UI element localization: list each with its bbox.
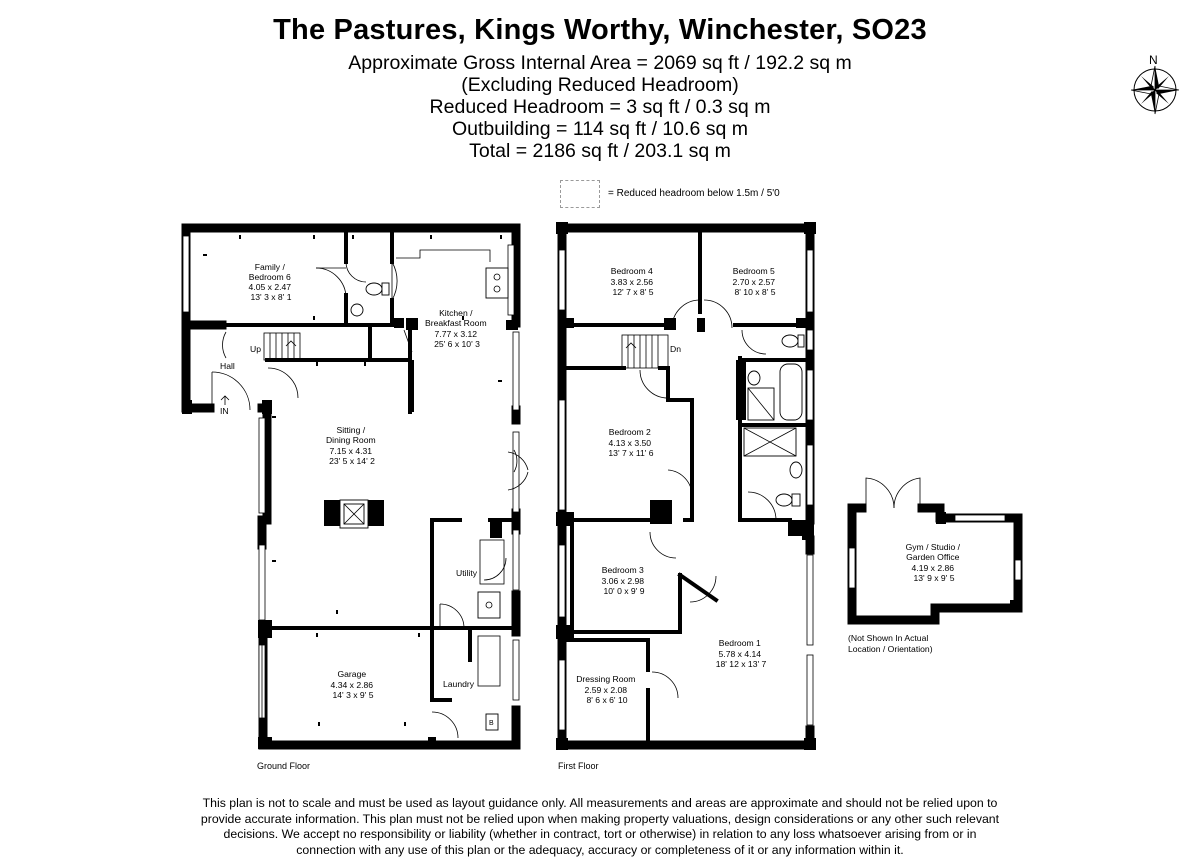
boiler-label: B xyxy=(489,720,494,727)
room-label-outbuilding: Gym / Studio / Garden Office 4.19 x 2.86 13' 9 x 9' 5 xyxy=(905,542,961,583)
stairs-down-label: Dn xyxy=(670,344,681,354)
room-label-bedroom-4: Bedroom 4 3.83 x 2.56 12' 7 x 8' 5 xyxy=(610,266,654,297)
outbuilding-location-note: (Not Shown In Actual Location / Orientation) xyxy=(848,633,933,654)
room-label-bedroom-2: Bedroom 2 4.13 x 3.50 13' 7 x 11' 6 xyxy=(608,427,654,458)
first-floor-stairs xyxy=(622,335,668,368)
compass-north-label: N xyxy=(1149,53,1158,67)
fireplace-icon xyxy=(324,500,384,528)
area-line-reduced-headroom: Reduced Headroom = 3 sq ft / 0.3 sq m xyxy=(429,96,771,118)
area-line-total: Total = 2186 sq ft / 203.1 sq m xyxy=(469,140,731,162)
disclaimer-line: connection with any use of this plan or the adequacy, accuracy or completeness of it or any information within it. xyxy=(296,842,904,857)
page-title: The Pastures, Kings Worthy, Winchester, SO23 xyxy=(273,14,927,46)
area-line-outbuilding: Outbuilding = 114 sq ft / 10.6 sq m xyxy=(451,118,749,140)
room-label-garage: Garage 4.34 x 2.86 14' 3 x 9' 5 xyxy=(330,669,374,700)
ground-floor-plan xyxy=(182,228,528,749)
first-floor-plan xyxy=(556,222,816,750)
room-label-bedroom-5: Bedroom 5 2.70 x 2.57 8' 10 x 8' 5 xyxy=(732,266,776,297)
stairs-up-label: Up xyxy=(250,344,261,354)
room-label-kitchen: Kitchen / Breakfast Room 7.77 x 3.12 25' 6 x 10' 3 xyxy=(424,308,487,349)
room-label-sitting-dining: Sitting / Dining Room 7.15 x 4.31 23' 5 x 14' 2 xyxy=(325,425,376,466)
area-line-gross: Approximate Gross Internal Area = 2069 sq ft / 192.2 sq m xyxy=(348,52,852,74)
disclaimer-line: provide accurate information. This plan must not be relied upon when making property valuations, design considerations or any other such relevant xyxy=(200,811,1000,826)
room-label-bedroom-3: Bedroom 3 3.06 x 2.98 10' 0 x 9' 9 xyxy=(601,565,645,596)
room-label-dressing-room: Dressing Room 2.59 x 2.08 8' 6 x 6' 10 xyxy=(576,674,636,705)
outbuilding-plan xyxy=(849,478,1022,620)
area-line-excluding: (Excluding Reduced Headroom) xyxy=(461,74,739,96)
entrance-label: IN xyxy=(220,406,229,416)
room-label-bedroom-1: Bedroom 1 5.78 x 4.14 18' 12 x 13' 7 xyxy=(715,638,767,669)
laundry-label: Laundry xyxy=(443,679,475,689)
first-floor-label: First Floor xyxy=(558,761,599,771)
disclaimer-line: This plan is not to scale and must be used as layout guidance only. All measurements and areas are approximate and should not be relied upon to xyxy=(202,796,998,810)
disclaimer xyxy=(0,796,1200,858)
ground-stairs xyxy=(264,333,300,360)
ground-floor-label: Ground Floor xyxy=(257,761,311,771)
disclaimer-line: decisions. We accept no responsibility or liability (whether in contract, tort or otherwise) in relation to any loss whatsoever arising from or in xyxy=(223,827,977,841)
legend-text: = Reduced headroom below 1.5m / 5'0 xyxy=(608,188,780,199)
hall-label: Hall xyxy=(220,361,235,371)
utility-label: Utility xyxy=(456,568,478,578)
room-label-family-bedroom: Family / Bedroom 6 4.05 x 2.47 13' 3 x 8' 1 xyxy=(248,262,292,302)
